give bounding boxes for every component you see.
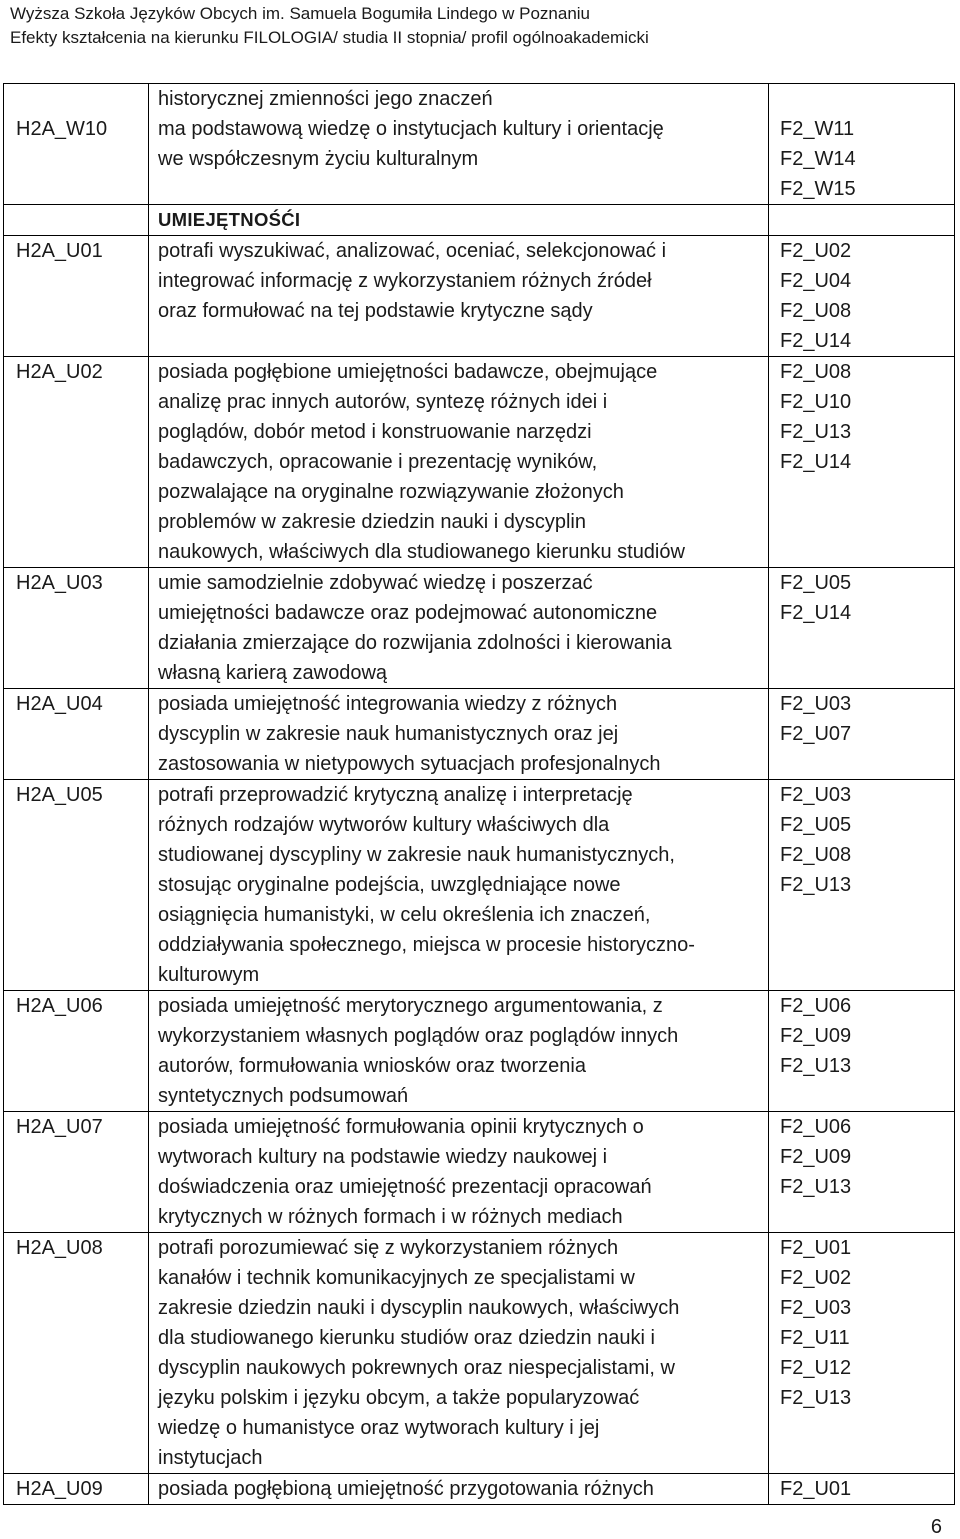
description-line: problemów w zakresie dziedzin nauki i dyscyplin xyxy=(158,511,586,533)
description-line: oddziaływania społecznego, miejsca w procesie historyczno- xyxy=(158,934,695,956)
learning-outcomes-table xyxy=(3,83,955,1505)
reference-code: F2_U04 xyxy=(780,270,852,292)
reference-code: F2_U06 xyxy=(780,995,852,1017)
outcome-code-cell xyxy=(4,1233,149,1473)
reference-code: F2_U01 xyxy=(780,1478,852,1500)
reference-code: F2_W15 xyxy=(780,178,856,200)
document-header xyxy=(10,2,950,50)
table-row xyxy=(4,567,954,688)
outcome-code: H2A_U01 xyxy=(16,240,103,262)
description-line: integrować informację z wykorzystaniem różnych źródeł xyxy=(158,270,652,292)
section-row xyxy=(4,204,954,235)
description-line: poglądów, dobór metod i konstruowanie narzędzi xyxy=(158,421,592,443)
description-line: wytworach kultury na podstawie wiedzy naukowej i xyxy=(158,1146,608,1168)
reference-code: F2_U11 xyxy=(780,1327,850,1349)
description-line: wykorzystaniem własnych poglądów oraz poglądów innych xyxy=(158,1025,679,1047)
description-line: umie samodzielnie zdobywać wiedzę i poszerzać xyxy=(158,572,593,594)
outcome-code-cell xyxy=(4,689,149,779)
reference-code: F2_U10 xyxy=(780,391,852,413)
reference-code: F2_U13 xyxy=(780,1387,852,1409)
outcome-code: H2A_U06 xyxy=(16,995,103,1017)
description-line: umiejętności badawcze oraz podejmować autonomiczne xyxy=(158,602,658,624)
outcome-code-cell xyxy=(4,205,149,235)
outcome-code-cell xyxy=(4,84,149,204)
outcome-description-cell xyxy=(149,84,769,204)
description-line: posiada umiejętność formułowania opinii krytycznych o xyxy=(158,1116,644,1138)
reference-code: F2_U02 xyxy=(780,1267,852,1289)
outcome-code-cell xyxy=(4,236,149,356)
outcome-reference-cell xyxy=(769,1233,954,1473)
page-number: 6 xyxy=(930,1516,942,1538)
outcome-description-cell xyxy=(149,1233,769,1473)
table-row xyxy=(4,688,954,779)
reference-code: F2_W14 xyxy=(780,148,856,170)
description-line: studiowanej dyscypliny w zakresie nauk humanistycznych, xyxy=(158,844,675,866)
description-line: własną karierą zawodową xyxy=(158,662,388,684)
description-line: oraz formułować na tej podstawie krytyczne sądy xyxy=(158,300,593,322)
outcome-code-cell xyxy=(4,780,149,990)
outcome-reference-cell xyxy=(769,1474,954,1504)
table-row xyxy=(4,1232,954,1473)
outcome-code: H2A_W10 xyxy=(16,118,108,140)
description-line: ma podstawową wiedzę o instytucjach kultury i orientację xyxy=(158,118,664,140)
outcome-code: H2A_U04 xyxy=(16,693,103,715)
outcome-code: H2A_U02 xyxy=(16,361,103,383)
description-line: syntetycznych podsumowań xyxy=(158,1085,409,1107)
description-line: badawczych, opracowanie i prezentację wyników, xyxy=(158,451,598,473)
reference-code: F2_U02 xyxy=(780,240,852,262)
description-line: potrafi przeprowadzić krytyczną analizę i interpretację xyxy=(158,784,633,806)
reference-code: F2_U14 xyxy=(780,602,852,624)
reference-code xyxy=(780,84,954,114)
description-line: dla studiowanego kierunku studiów oraz dziedzin nauki i xyxy=(158,1327,655,1349)
reference-code: F2_U05 xyxy=(780,814,852,836)
description-line: kanałów i technik komunikacyjnych ze specjalistami w xyxy=(158,1267,635,1289)
table-row xyxy=(4,779,954,990)
outcome-code-cell xyxy=(4,991,149,1111)
reference-code: F2_U03 xyxy=(780,1297,852,1319)
outcome-code: H2A_U07 xyxy=(16,1116,103,1138)
description-line: stosując oryginalne podejścia, uwzględniające nowe xyxy=(158,874,621,896)
reference-code: F2_U14 xyxy=(780,330,852,352)
outcome-description-cell xyxy=(149,780,769,990)
outcome-code-cell xyxy=(4,357,149,567)
reference-code: F2_U12 xyxy=(780,1357,852,1379)
description-line: posiada pogłębione umiejętności badawcze, obejmujące xyxy=(158,361,658,383)
reference-code: F2_U14 xyxy=(780,451,852,473)
description-line: historycznej zmienności jego znaczeń xyxy=(158,88,493,110)
description-line: zastosowania w nietypowych sytuacjach profesjonalnych xyxy=(158,753,661,775)
outcome-code-cell xyxy=(4,568,149,688)
description-line: posiada umiejętność integrowania wiedzy z różnych xyxy=(158,693,618,715)
outcome-code: H2A_U03 xyxy=(16,572,103,594)
table-row xyxy=(4,1473,954,1504)
description-line: potrafi porozumiewać się z wykorzystaniem różnych xyxy=(158,1237,619,1259)
outcome-code: H2A_U05 xyxy=(16,784,103,806)
table-row xyxy=(4,1111,954,1232)
outcome-description-cell xyxy=(149,1112,769,1232)
reference-code: F2_U07 xyxy=(780,723,852,745)
outcome-reference-cell xyxy=(769,689,954,779)
outcome-reference-cell xyxy=(769,568,954,688)
outcome-code-cell xyxy=(4,1112,149,1232)
description-line: zakresie dziedzin nauki i dyscyplin naukowych, właściwych xyxy=(158,1297,680,1319)
table-row xyxy=(4,990,954,1111)
outcome-code: H2A_U08 xyxy=(16,1237,103,1259)
table-row xyxy=(4,235,954,356)
reference-code: F2_W11 xyxy=(780,118,855,140)
reference-code: F2_U13 xyxy=(780,1055,852,1077)
reference-code: F2_U05 xyxy=(780,572,852,594)
description-line: kulturowym xyxy=(158,964,260,986)
description-line: krytycznych w różnych formach i w różnych mediach xyxy=(158,1206,623,1228)
reference-code: F2_U01 xyxy=(780,1237,852,1259)
outcome-reference-cell xyxy=(769,357,954,567)
reference-code: F2_U08 xyxy=(780,361,852,383)
document-subtitle: Efekty kształcenia na kierunku FILOLOGIA/ studia II stopnia/ profil ogólnoakademicki xyxy=(10,28,649,47)
outcome-code-cell xyxy=(4,1474,149,1504)
outcome-description-cell xyxy=(149,568,769,688)
outcome-reference-cell xyxy=(769,205,954,235)
table-row xyxy=(4,84,954,204)
outcome-reference-cell xyxy=(769,1112,954,1232)
outcome-description-cell xyxy=(149,1474,769,1504)
reference-code: F2_U03 xyxy=(780,693,852,715)
description-line: osiągnięcia humanistyki, w celu określenia ich znaczeń, xyxy=(158,904,651,926)
description-line: pozwalające na oryginalne rozwiązywanie złożonych xyxy=(158,481,624,503)
outcome-description-cell xyxy=(149,205,769,235)
reference-code: F2_U03 xyxy=(780,784,852,806)
description-line: autorów, formułowania wniosków oraz tworzenia xyxy=(158,1055,586,1077)
outcome-reference-cell xyxy=(769,780,954,990)
outcome-reference-cell xyxy=(769,236,954,356)
reference-code: F2_U06 xyxy=(780,1116,852,1138)
description-line: analizę prac innych autorów, syntezę różnych idei i xyxy=(158,391,608,413)
description-line: wiedzę o humanistyce oraz wytworach kultury i jej xyxy=(158,1417,600,1439)
section-title: UMIEJĘTNOŚĆI xyxy=(158,209,301,230)
reference-code: F2_U13 xyxy=(780,1176,852,1198)
reference-code: F2_U13 xyxy=(780,874,852,896)
description-line: dyscyplin w zakresie nauk humanistycznych oraz jej xyxy=(158,723,619,745)
description-line: języku polskim i języku obcym, a także popularyzować xyxy=(158,1387,640,1409)
outcome-description-cell xyxy=(149,357,769,567)
outcome-code: H2A_U09 xyxy=(16,1478,103,1500)
description-line: instytucjach xyxy=(158,1447,263,1469)
outcome-reference-cell xyxy=(769,991,954,1111)
institution-name: Wyższa Szkoła Języków Obcych im. Samuela Bogumiła Lindego w Poznaniu xyxy=(10,4,591,23)
description-line: działania zmierzające do rozwijania zdolności i kierowania xyxy=(158,632,672,654)
outcome-description-cell xyxy=(149,689,769,779)
reference-code: F2_U09 xyxy=(780,1025,852,1047)
description-line: dyscyplin naukowych pokrewnych oraz niespecjalistami, w xyxy=(158,1357,675,1379)
table-row xyxy=(4,356,954,567)
description-line: we współczesnym życiu kulturalnym xyxy=(158,148,479,170)
outcome-reference-cell xyxy=(769,84,954,204)
description-line: różnych rodzajów wytworów kultury właściwych dla xyxy=(158,814,610,836)
description-line: doświadczenia oraz umiejętność prezentacji opracowań xyxy=(158,1176,652,1198)
reference-code: F2_U13 xyxy=(780,421,852,443)
description-line: posiada umiejętność merytorycznego argumentowania, z xyxy=(158,995,663,1017)
description-line: posiada pogłębioną umiejętność przygotowania różnych xyxy=(158,1478,654,1500)
outcome-description-cell xyxy=(149,236,769,356)
outcome-description-cell xyxy=(149,991,769,1111)
description-line: potrafi wyszukiwać, analizować, oceniać, selekcjonować i xyxy=(158,240,667,262)
reference-code: F2_U08 xyxy=(780,300,852,322)
reference-code: F2_U09 xyxy=(780,1146,852,1168)
reference-code: F2_U08 xyxy=(780,844,852,866)
description-line: naukowych, właściwych dla studiowanego kierunku studiów xyxy=(158,541,685,563)
